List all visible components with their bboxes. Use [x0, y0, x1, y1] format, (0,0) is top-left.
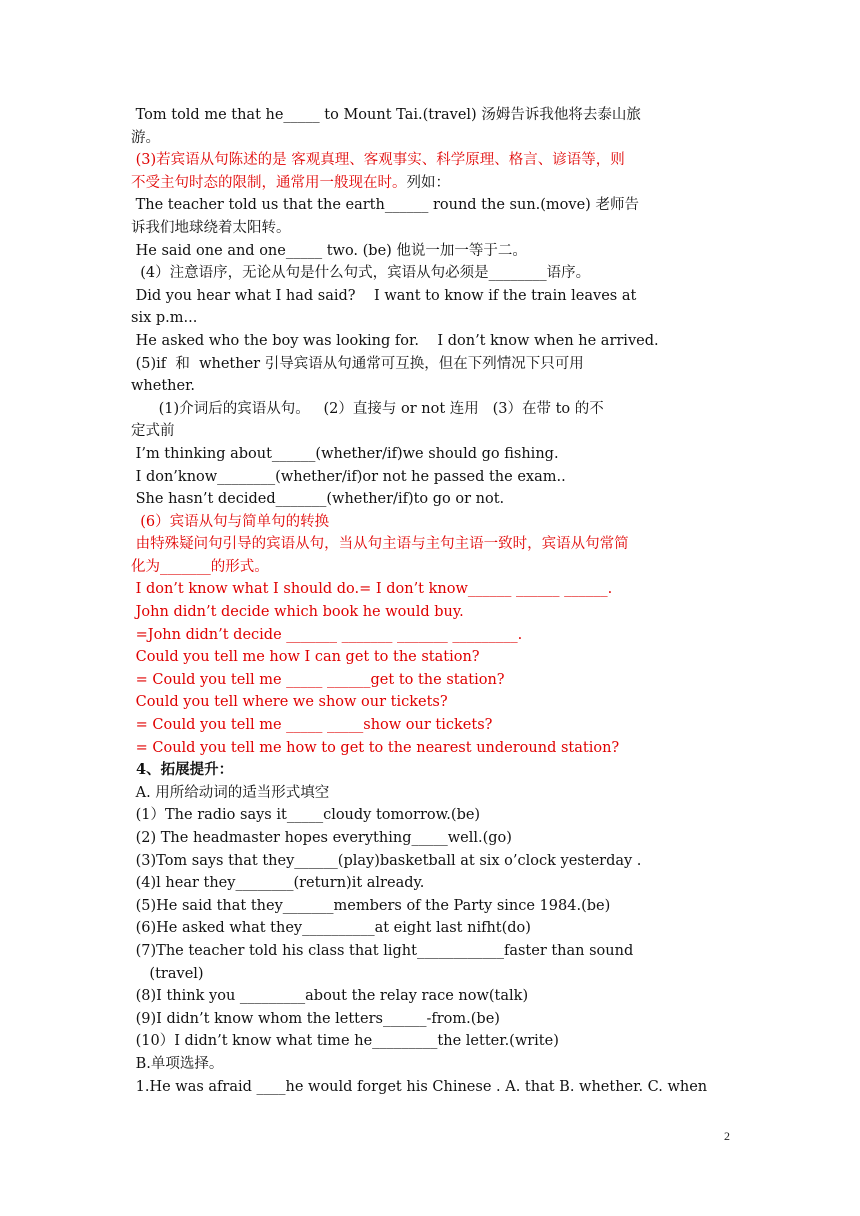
text-line — [131, 443, 731, 466]
line-text: (5)He said that they_______members of the Party since 1984.(be) — [131, 897, 611, 914]
line-text: 4、拓展提升： — [131, 761, 234, 779]
line-text: (7)The teacher told his class that light____________faster than sound — [131, 942, 634, 959]
text-line — [131, 194, 731, 217]
text-line — [131, 217, 731, 240]
line-text: I don’know________(whether/if)or not he passed the exam.. — [131, 468, 566, 485]
line-text: (6）宾语从句与简单句的转换 — [131, 513, 330, 530]
line-text: (6)He asked what they__________at eight last nifht(do) — [131, 920, 531, 937]
line-text: 诉我们地球绕着太阳转。 — [131, 219, 291, 236]
line-text: (3)若宾语从句陈述的是 客观真理、客观事实、科学原理、格言、谚语等，则 — [131, 152, 625, 169]
page-number: 2 — [724, 1129, 730, 1143]
line-text: He asked who the boy was looking for. I don’t know when he arrived. — [131, 332, 659, 349]
line-text: (4）注意语序，无论从句是什么句式，宾语从句必须是________语序。 — [131, 265, 591, 282]
line-text: whether. — [131, 378, 196, 395]
line-text: = Could you tell me how to get to the nearest underound station? — [131, 739, 620, 756]
text-line — [131, 466, 731, 489]
text-line — [131, 262, 731, 285]
text-line — [131, 353, 731, 376]
line-tail-text: 列如： — [406, 174, 450, 191]
text-line — [131, 127, 731, 150]
line-text: 不受主句时态的限制，通常用一般现在时。 — [131, 174, 407, 191]
line-text: (10）I didn’t know what time he_________the letter.(write) — [131, 1033, 559, 1050]
text-line — [131, 895, 731, 918]
line-text: 由特殊疑问句引导的宾语从句，当从句主语与主句主语一致时，宾语从句常简 — [131, 536, 629, 553]
text-line — [131, 420, 731, 443]
text-line — [131, 669, 731, 692]
text-line — [131, 172, 731, 195]
line-text: Tom told me that he_____ to Mount Tai.(travel) 汤姆告诉我他将去泰山旅 — [131, 107, 641, 123]
line-text: Could you tell me how I can get to the station? — [131, 649, 480, 666]
text-line — [131, 285, 731, 308]
line-text: (1）The radio says it_____cloudy tomorrow.(be) — [131, 807, 481, 824]
line-text: = Could you tell me _____ ______get to the station? — [131, 671, 505, 688]
text-line — [131, 375, 731, 398]
line-text: six p.m... — [131, 310, 198, 327]
line-text: =John didn’t decide _______ _______ _______ _________. — [131, 626, 523, 643]
line-text: John didn’t decide which book he would buy. — [131, 604, 464, 621]
line-text: (1)介词后的宾语从句。 (2）直接与 or not 连用 (3）在带 to 的不 — [131, 400, 604, 417]
line-text: 游。 — [131, 129, 160, 146]
line-text: (9)I didn’t know whom the letters______-from.(be) — [131, 1010, 500, 1027]
text-line — [131, 759, 731, 782]
text-line — [131, 850, 731, 873]
line-text: (8)I think you _________about the relay race now(talk) — [131, 988, 529, 1005]
line-text: B.单项选择。 — [131, 1055, 224, 1072]
line-text: (travel) — [131, 965, 204, 982]
line-text: (3)Tom says that they______(play)basketball at six o’clock yesterday . — [131, 852, 642, 869]
text-line — [131, 104, 731, 127]
text-line — [131, 330, 731, 353]
text-line — [131, 1008, 731, 1031]
text-line — [131, 737, 731, 760]
line-text: The teacher told us that the earth______ round the sun.(move) 老师告 — [131, 197, 639, 214]
text-line — [131, 917, 731, 940]
text-line — [131, 601, 731, 624]
line-text: 化为_______的形式。 — [131, 558, 269, 575]
text-line — [131, 307, 731, 330]
line-text: She hasn’t decided_______(whether/if)to go or not. — [131, 491, 505, 508]
line-text: 1.He was afraid ____he would forget his Chinese . A. that B. whether. C. when — [131, 1078, 708, 1095]
text-line — [131, 872, 731, 895]
line-text: Did you hear what I had said? I want to know if the train leaves at — [131, 287, 637, 304]
page-body — [131, 104, 731, 1098]
text-line — [131, 556, 731, 579]
line-text: (5)if 和 whether 引导宾语从句通常可互换，但在下列情况下只可用 — [131, 355, 584, 372]
text-line — [131, 782, 731, 805]
text-line — [131, 533, 731, 556]
text-line — [131, 149, 731, 172]
text-line — [131, 511, 731, 534]
line-text: 定式前 — [131, 423, 175, 440]
text-line — [131, 963, 731, 986]
text-line — [131, 940, 731, 963]
line-text: I’m thinking about______(whether/if)we should go fishing. — [131, 445, 559, 462]
text-line — [131, 804, 731, 827]
text-line — [131, 1030, 731, 1053]
line-text: Could you tell where we show our tickets? — [131, 694, 448, 711]
line-text: = Could you tell me _____ _____show our tickets? — [131, 717, 493, 734]
text-line — [131, 578, 731, 601]
text-line — [131, 240, 731, 263]
line-text: (4)l hear they________(return)it already. — [131, 875, 425, 892]
text-line — [131, 691, 731, 714]
text-line — [131, 827, 731, 850]
line-text: A. 用所给动词的适当形式填空 — [131, 784, 330, 801]
text-line — [131, 624, 731, 647]
text-line — [131, 488, 731, 511]
line-text: I don’t know what I should do.= I don’t know______ ______ ______. — [131, 581, 613, 598]
text-line — [131, 398, 731, 421]
text-line — [131, 1053, 731, 1076]
line-text: He said one and one_____ two. (be) 他说一加一等于二。 — [131, 242, 527, 259]
text-line — [131, 985, 731, 1008]
text-line — [131, 714, 731, 737]
line-text: (2) The headmaster hopes everything_____well.(go) — [131, 830, 512, 846]
text-line — [131, 646, 731, 669]
text-line — [131, 1076, 731, 1099]
